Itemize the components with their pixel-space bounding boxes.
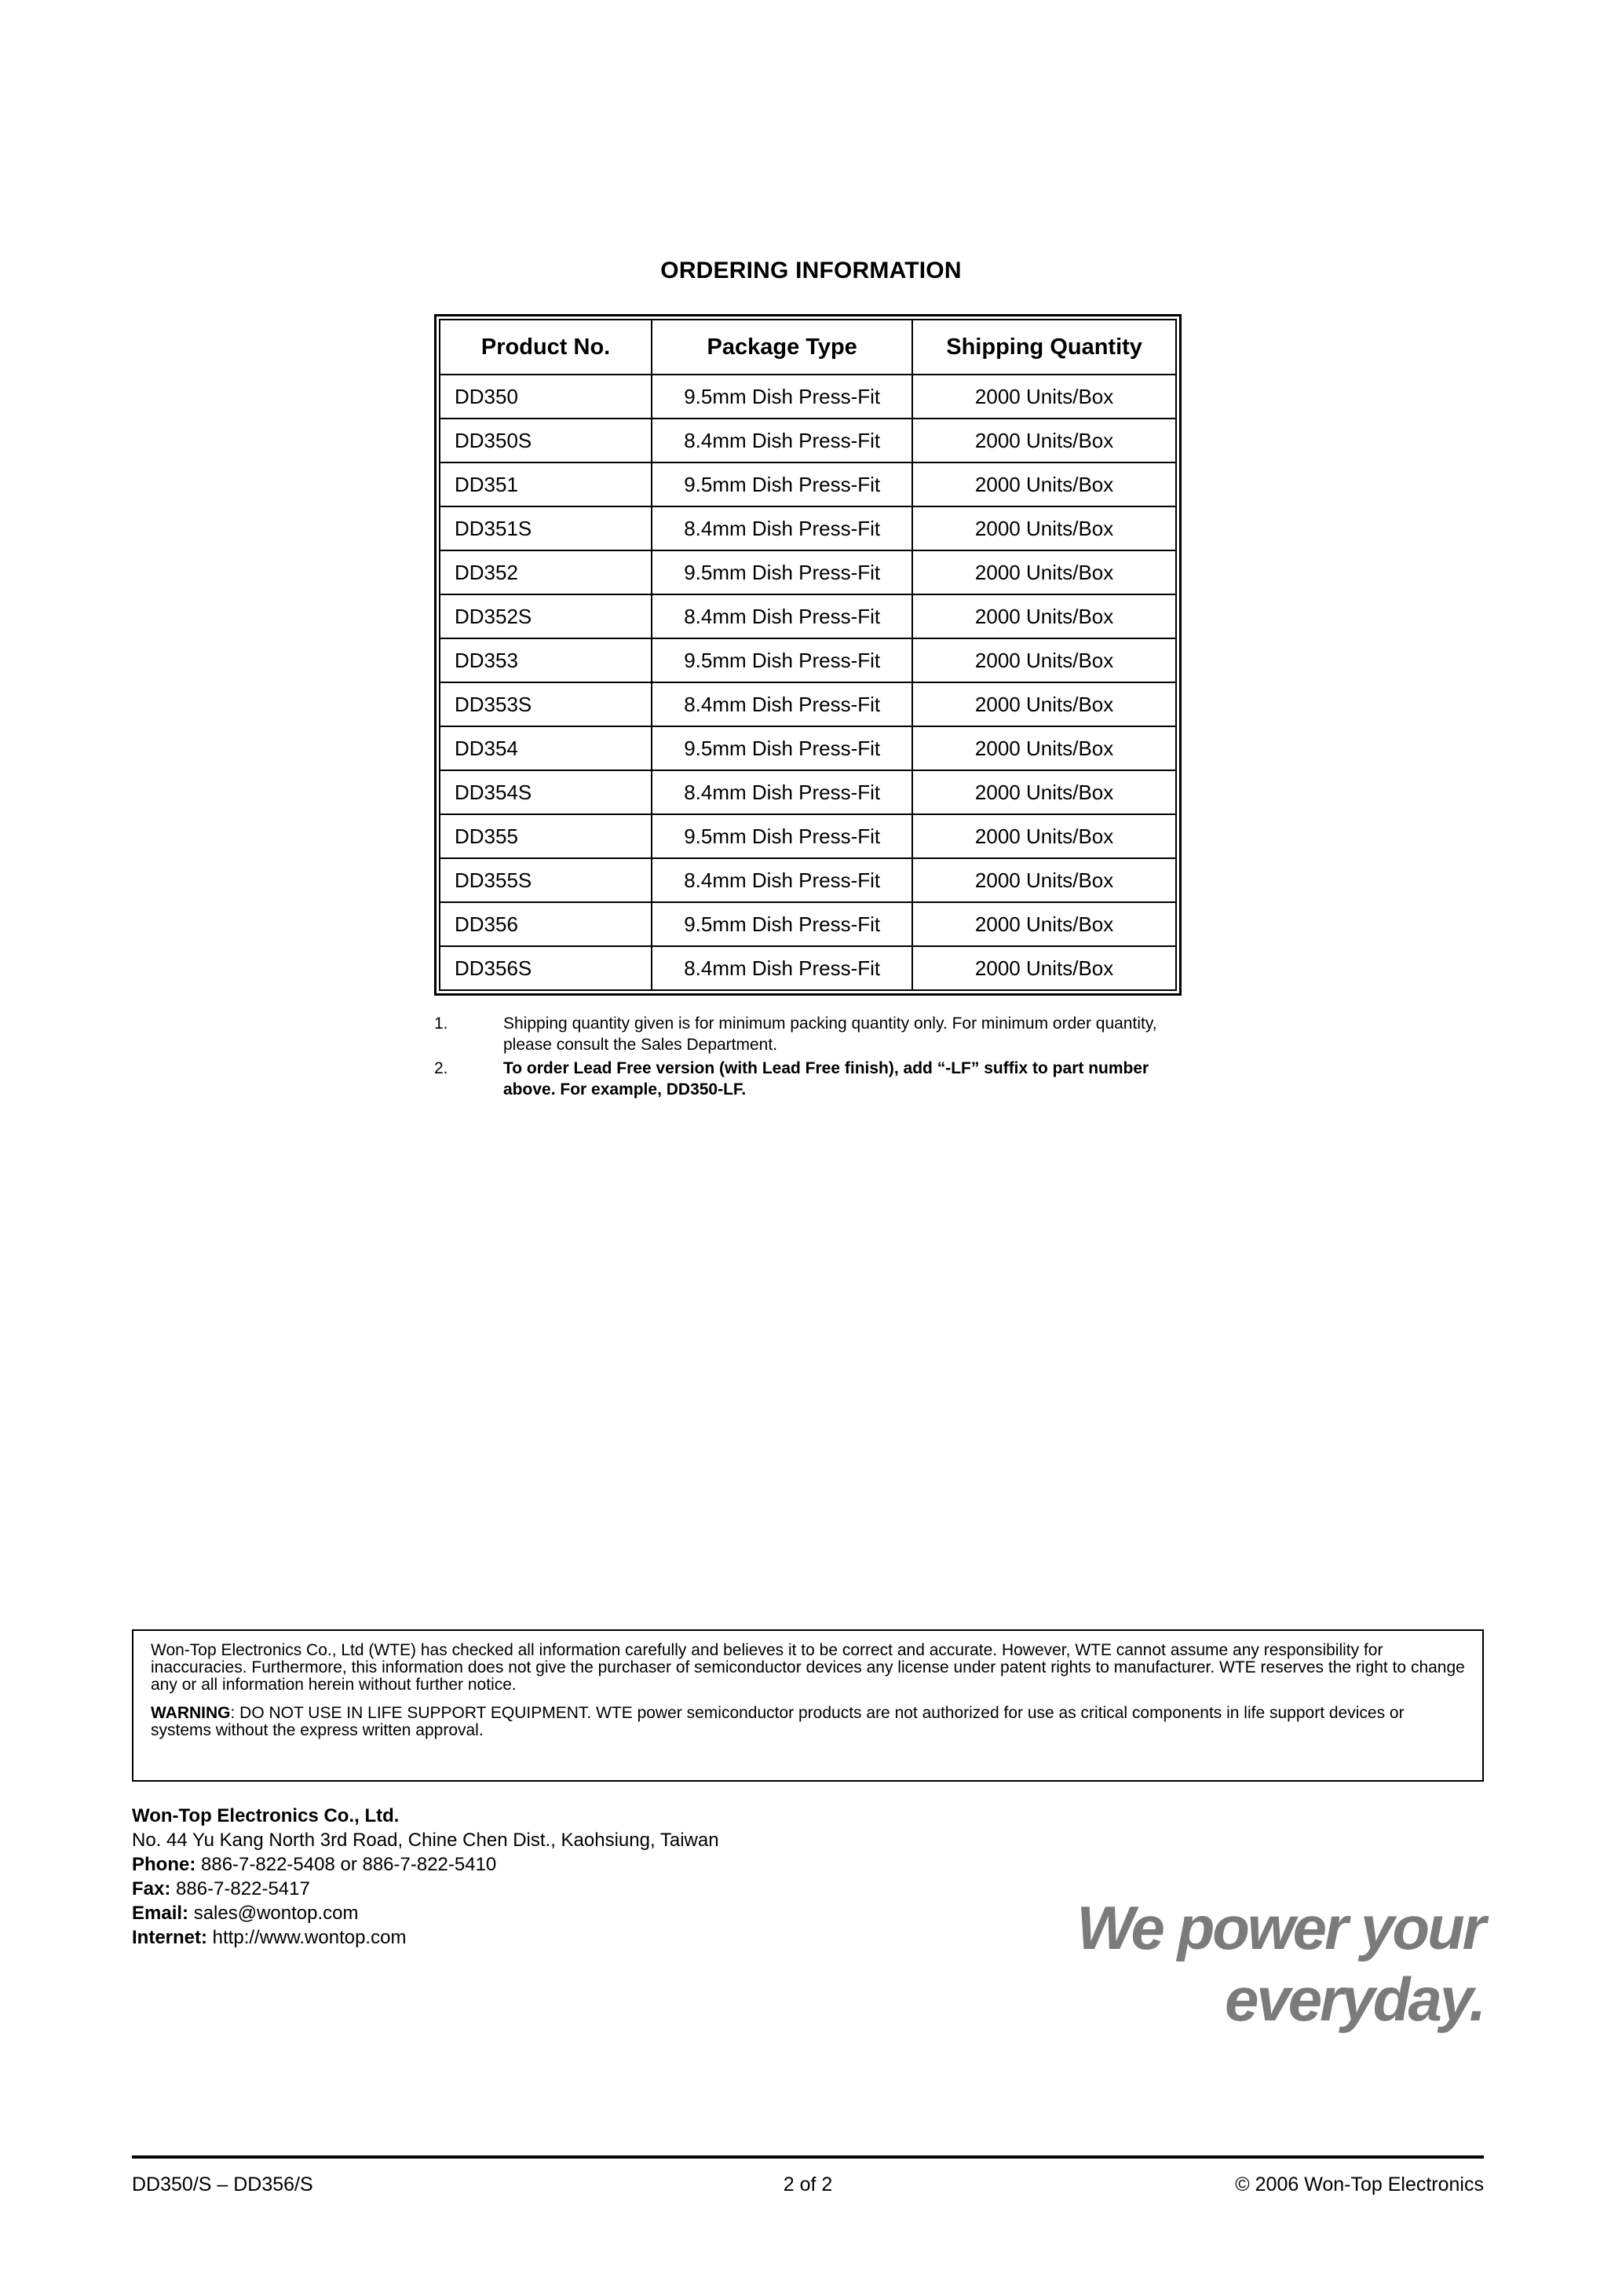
cell-package-type: 8.4mm Dish Press-Fit [652,946,912,990]
header-shipping-quantity: Shipping Quantity [912,320,1176,375]
note-text: To order Lead Free version (with Lead Free finish), add “-LF” suffix to part number above. For example, DD350-LF. [503,1059,1149,1099]
cell-shipping-quantity: 2000 Units/Box [912,638,1176,682]
cell-package-type: 8.4mm Dish Press-Fit [652,770,912,814]
cell-product-no: DD350 [440,375,652,419]
email-label: Email: [132,1903,189,1924]
phone-value: 886-7-822-5408 or 886-7-822-5410 [195,1854,497,1875]
cell-product-no: DD356S [440,946,652,990]
cell-product-no: DD353 [440,638,652,682]
warning-label: WARNING [151,1704,231,1722]
cell-product-no: DD354 [440,726,652,770]
table-header-row [440,320,1176,375]
cell-product-no: DD352 [440,550,652,594]
note-item [434,1058,1188,1100]
email-value: sales@wontop.com [188,1903,359,1924]
cell-package-type: 9.5mm Dish Press-Fit [652,902,912,946]
cell-package-type: 8.4mm Dish Press-Fit [652,858,912,902]
warning-paragraph [151,1705,1465,1739]
table-row [440,858,1176,902]
cell-package-type: 9.5mm Dish Press-Fit [652,462,912,506]
header-product-no: Product No. [440,320,652,375]
company-phone [132,1852,838,1877]
warning-text: : DO NOT USE IN LIFE SUPPORT EQUIPMENT. WTE power semiconductor products are not authorized for use as critical components in life support devices or systems without the express written approval. [151,1704,1405,1739]
cell-product-no: DD356 [440,902,652,946]
cell-package-type: 8.4mm Dish Press-Fit [652,594,912,638]
disclaimer-text: Won-Top Electronics Co., Ltd (WTE) has checked all information carefully and believes it to be correct and accurate. However, WTE cannot assume any responsibility for inaccuracies. Furthermore, this information does not give the purchaser of semiconductor devices any license under patent rights to manufacturer. WTE reserves the right to change any or all information herein without further notice. [151,1641,1465,1694]
disclaimer-box [132,1629,1484,1782]
ordering-table-frame [434,314,1182,996]
table-row [440,726,1176,770]
table-body [440,375,1176,990]
cell-product-no: DD353S [440,682,652,726]
table-row [440,682,1176,726]
internet-label: Internet: [132,1927,207,1948]
cell-product-no: DD351 [440,462,652,506]
notes-list [434,1013,1188,1102]
table-row [440,946,1176,990]
cell-package-type: 9.5mm Dish Press-Fit [652,726,912,770]
cell-product-no: DD355 [440,814,652,858]
company-address: No. 44 Yu Kang North 3rd Road, Chine Chen Dist., Kaohsiung, Taiwan [132,1830,719,1851]
company-internet [132,1925,838,1950]
cell-shipping-quantity: 2000 Units/Box [912,946,1176,990]
internet-value: http://www.wontop.com [207,1927,407,1948]
table-row [440,506,1176,550]
table-row [440,770,1176,814]
cell-shipping-quantity: 2000 Units/Box [912,375,1176,419]
note-item [434,1013,1188,1055]
cell-shipping-quantity: 2000 Units/Box [912,594,1176,638]
cell-shipping-quantity: 2000 Units/Box [912,770,1176,814]
cell-product-no: DD350S [440,419,652,462]
cell-product-no: DD355S [440,858,652,902]
header-package-type: Package Type [652,320,912,375]
table-row [440,550,1176,594]
footer-divider [132,2155,1484,2159]
table-row [440,814,1176,858]
cell-shipping-quantity: 2000 Units/Box [912,682,1176,726]
cell-package-type: 9.5mm Dish Press-Fit [652,375,912,419]
table-row [440,638,1176,682]
cell-package-type: 9.5mm Dish Press-Fit [652,550,912,594]
footer-part-range: DD350/S – DD356/S [132,2174,313,2195]
table-row [440,375,1176,419]
cell-shipping-quantity: 2000 Units/Box [912,506,1176,550]
cell-shipping-quantity: 2000 Units/Box [912,550,1176,594]
cell-shipping-quantity: 2000 Units/Box [912,462,1176,506]
company-email [132,1901,838,1925]
cell-package-type: 9.5mm Dish Press-Fit [652,814,912,858]
cell-shipping-quantity: 2000 Units/Box [912,858,1176,902]
footer-copyright: © 2006 Won-Top Electronics [1235,2174,1484,2195]
cell-shipping-quantity: 2000 Units/Box [912,902,1176,946]
cell-product-no: DD354S [440,770,652,814]
cell-product-no: DD352S [440,594,652,638]
table-row [440,594,1176,638]
page-title: ORDERING INFORMATION [660,258,962,283]
cell-shipping-quantity: 2000 Units/Box [912,419,1176,462]
page-footer [132,2174,1484,2196]
ordering-table [439,319,1177,991]
slogan: We power your everyday. [1076,1893,1484,2034]
phone-label: Phone: [132,1854,196,1875]
note-text: Shipping quantity given is for minimum packing quantity only. For minimum order quantity, please consult the Sales Department. [503,1015,1157,1054]
fax-value: 886-7-822-5417 [170,1878,310,1899]
cell-shipping-quantity: 2000 Units/Box [912,726,1176,770]
table-row [440,902,1176,946]
table-row [440,462,1176,506]
cell-package-type: 8.4mm Dish Press-Fit [652,682,912,726]
table-row [440,419,1176,462]
cell-package-type: 8.4mm Dish Press-Fit [652,506,912,550]
cell-package-type: 8.4mm Dish Press-Fit [652,419,912,462]
footer-page-number: 2 of 2 [783,2174,833,2195]
cell-package-type: 9.5mm Dish Press-Fit [652,638,912,682]
cell-shipping-quantity: 2000 Units/Box [912,814,1176,858]
fax-label: Fax: [132,1878,171,1899]
company-fax [132,1877,838,1901]
company-name: Won-Top Electronics Co., Ltd. [132,1805,400,1826]
cell-product-no: DD351S [440,506,652,550]
note-number: 2. [434,1059,448,1077]
company-info [132,1804,838,1950]
note-number: 1. [434,1015,448,1033]
